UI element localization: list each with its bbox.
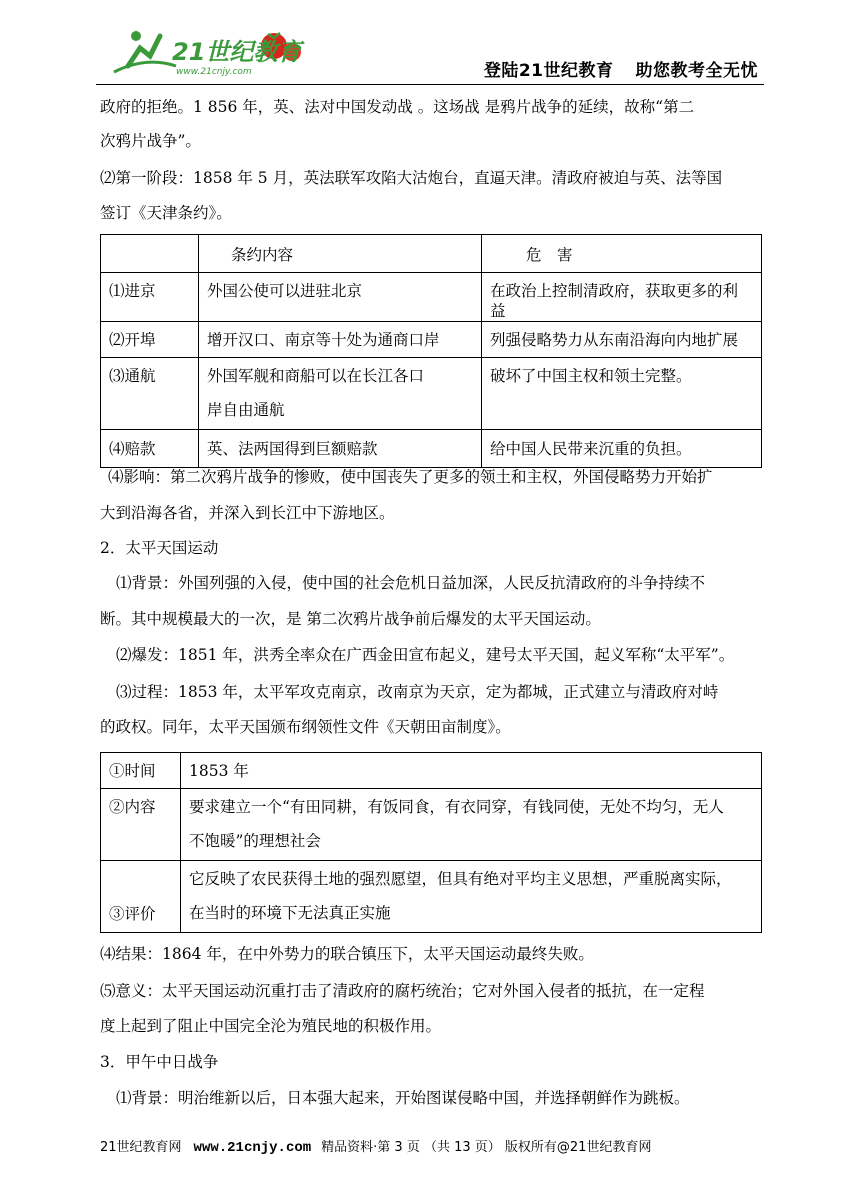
- table-row: [101, 273, 762, 322]
- table-row: [101, 753, 762, 789]
- table-row: [101, 789, 762, 861]
- paragraph-line: ⑴背景：明治维新以后，日本强大起来，开始图谋侵略中国，并选择朝鲜作为跳板。: [116, 1089, 690, 1107]
- table-cell: [101, 235, 199, 273]
- table-cell: ②内容: [101, 789, 181, 861]
- paragraph-line: ⑷影响：第二次鸦片战争的惨败，使中国丧失了更多的领土和主权，外国侵略势力开始扩: [108, 468, 713, 486]
- cell-line: 不饱暖”的理想社会: [189, 832, 321, 850]
- paragraph-line: 签订《天津条约》。: [100, 204, 232, 222]
- table-cell: ⑷赔款: [101, 430, 199, 468]
- paragraph-line: 次鸦片战争”。: [100, 132, 201, 150]
- svg-text:21世纪教育: 21世纪教育: [172, 38, 302, 66]
- paragraph-line: ⑷结果：1864 年，在中外势力的联合镇压下，太平天国运动最终失败。: [100, 945, 594, 963]
- cell-line: 外国军舰和商船可以在长江各口: [207, 367, 425, 385]
- header-slogan-1: 登陆21世纪教育: [483, 61, 614, 81]
- footer-site: www.21cnjy.com: [193, 1140, 312, 1156]
- footer-left: 21世纪教育网: [100, 1140, 182, 1155]
- paragraph-line: ⑸意义：太平天国运动沉重打击了清政府的腐朽统治；它对外国入侵者的抵抗，在一定程: [100, 982, 705, 1000]
- land-system-table: [100, 752, 762, 933]
- table-cell: 1853 年: [181, 753, 762, 789]
- table-cell: [199, 358, 482, 430]
- paragraph-line: 政府的拒绝。1 856 年，英、法对中国发动战 。这场战 是鸦片战争的延续，故称“第二: [100, 98, 695, 116]
- table-row: [101, 322, 762, 358]
- paragraph-line: 度上起到了阻止中国完全沦为殖民地的积极作用。: [100, 1017, 442, 1035]
- cell-line: 要求建立一个“有田同耕，有饭同食，有衣同穿，有钱同使，无处不均匀，无人: [189, 798, 724, 816]
- table-cell: 增开汉口、南京等十处为通商口岸: [199, 322, 482, 358]
- table-cell: [181, 789, 762, 861]
- page-header: [96, 22, 764, 84]
- table-cell: ⑴进京: [101, 273, 199, 322]
- table-cell: ⑶通航: [101, 358, 199, 430]
- table-cell: 英、法两国得到巨额赔款: [199, 430, 482, 468]
- treaty-table: [100, 234, 762, 468]
- table-cell: [181, 861, 762, 933]
- paragraph-line: 大到沿海各省，并深入到长江中下游地区。: [100, 504, 395, 522]
- paragraph-line: ⑶过程：1853 年，太平军攻克南京，改南京为天京，定为都城，正式建立与清政府对峙: [116, 683, 719, 701]
- paragraph-line: ⑵爆发：1851 年，洪秀全率众在广西金田宣布起义，建号太平天国，起义军称“太平军”。: [116, 646, 735, 664]
- cell-line: 它反映了农民获得土地的强烈愿望，但具有绝对平均主义思想，严重脱离实际，: [189, 870, 732, 888]
- header-slogan-2: 助您教考全无忧: [635, 61, 758, 81]
- paragraph-line: ⑵第一阶段：1858 年 5 月，英法联军攻陷大沽炮台，直逼天津。清政府被迫与英、法等国: [100, 169, 723, 187]
- footer-right: 精品资料·第 3 页 （共 13 页） 版权所有@21世纪教育网: [321, 1140, 652, 1155]
- table-header-cell: 危 害: [482, 235, 762, 273]
- table-cell: 列强侵略势力从东南沿海向内地扩展: [482, 322, 762, 358]
- paragraph-line: 的政权。同年，太平天国颁布纲领性文件《天朝田亩制度》。: [100, 718, 511, 736]
- table-row: [101, 235, 762, 273]
- table-header-cell: 条约内容: [199, 235, 482, 273]
- table-cell: ③评价: [101, 861, 181, 933]
- section-heading: 2．太平天国运动: [100, 539, 219, 557]
- cell-line: 在当时的环境下无法真正实施: [189, 904, 391, 922]
- table-row: [101, 358, 762, 430]
- table-row: [101, 430, 762, 468]
- running-figure-icon: [114, 31, 176, 72]
- paragraph-line: 断。其中规模最大的一次，是 第二次鸦片战争前后爆发的太平天国运动。: [100, 610, 601, 628]
- table-cell: 给中国人民带来沉重的负担。: [482, 430, 762, 468]
- header-divider: [96, 84, 764, 85]
- page-footer: [100, 1136, 651, 1156]
- table-cell: ⑵开埠: [101, 322, 199, 358]
- svg-text:www.21cnjy.com: www.21cnjy.com: [176, 67, 252, 77]
- table-cell: ①时间: [101, 753, 181, 789]
- site-logo: [106, 26, 306, 78]
- table-cell: 破坏了中国主权和领土完整。: [482, 358, 762, 430]
- table-row: [101, 861, 762, 933]
- table-cell: 外国公使可以进驻北京: [199, 273, 482, 322]
- cell-line: 岸自由通航: [207, 401, 285, 419]
- paragraph-line: ⑴背景：外国列强的入侵，使中国的社会危机日益加深，人民反抗清政府的斗争持续不: [116, 574, 706, 592]
- section-heading: 3．甲午中日战争: [100, 1053, 219, 1071]
- header-slogan: [462, 56, 758, 81]
- table-cell: 在政治上控制清政府，获取更多的利益: [482, 273, 762, 322]
